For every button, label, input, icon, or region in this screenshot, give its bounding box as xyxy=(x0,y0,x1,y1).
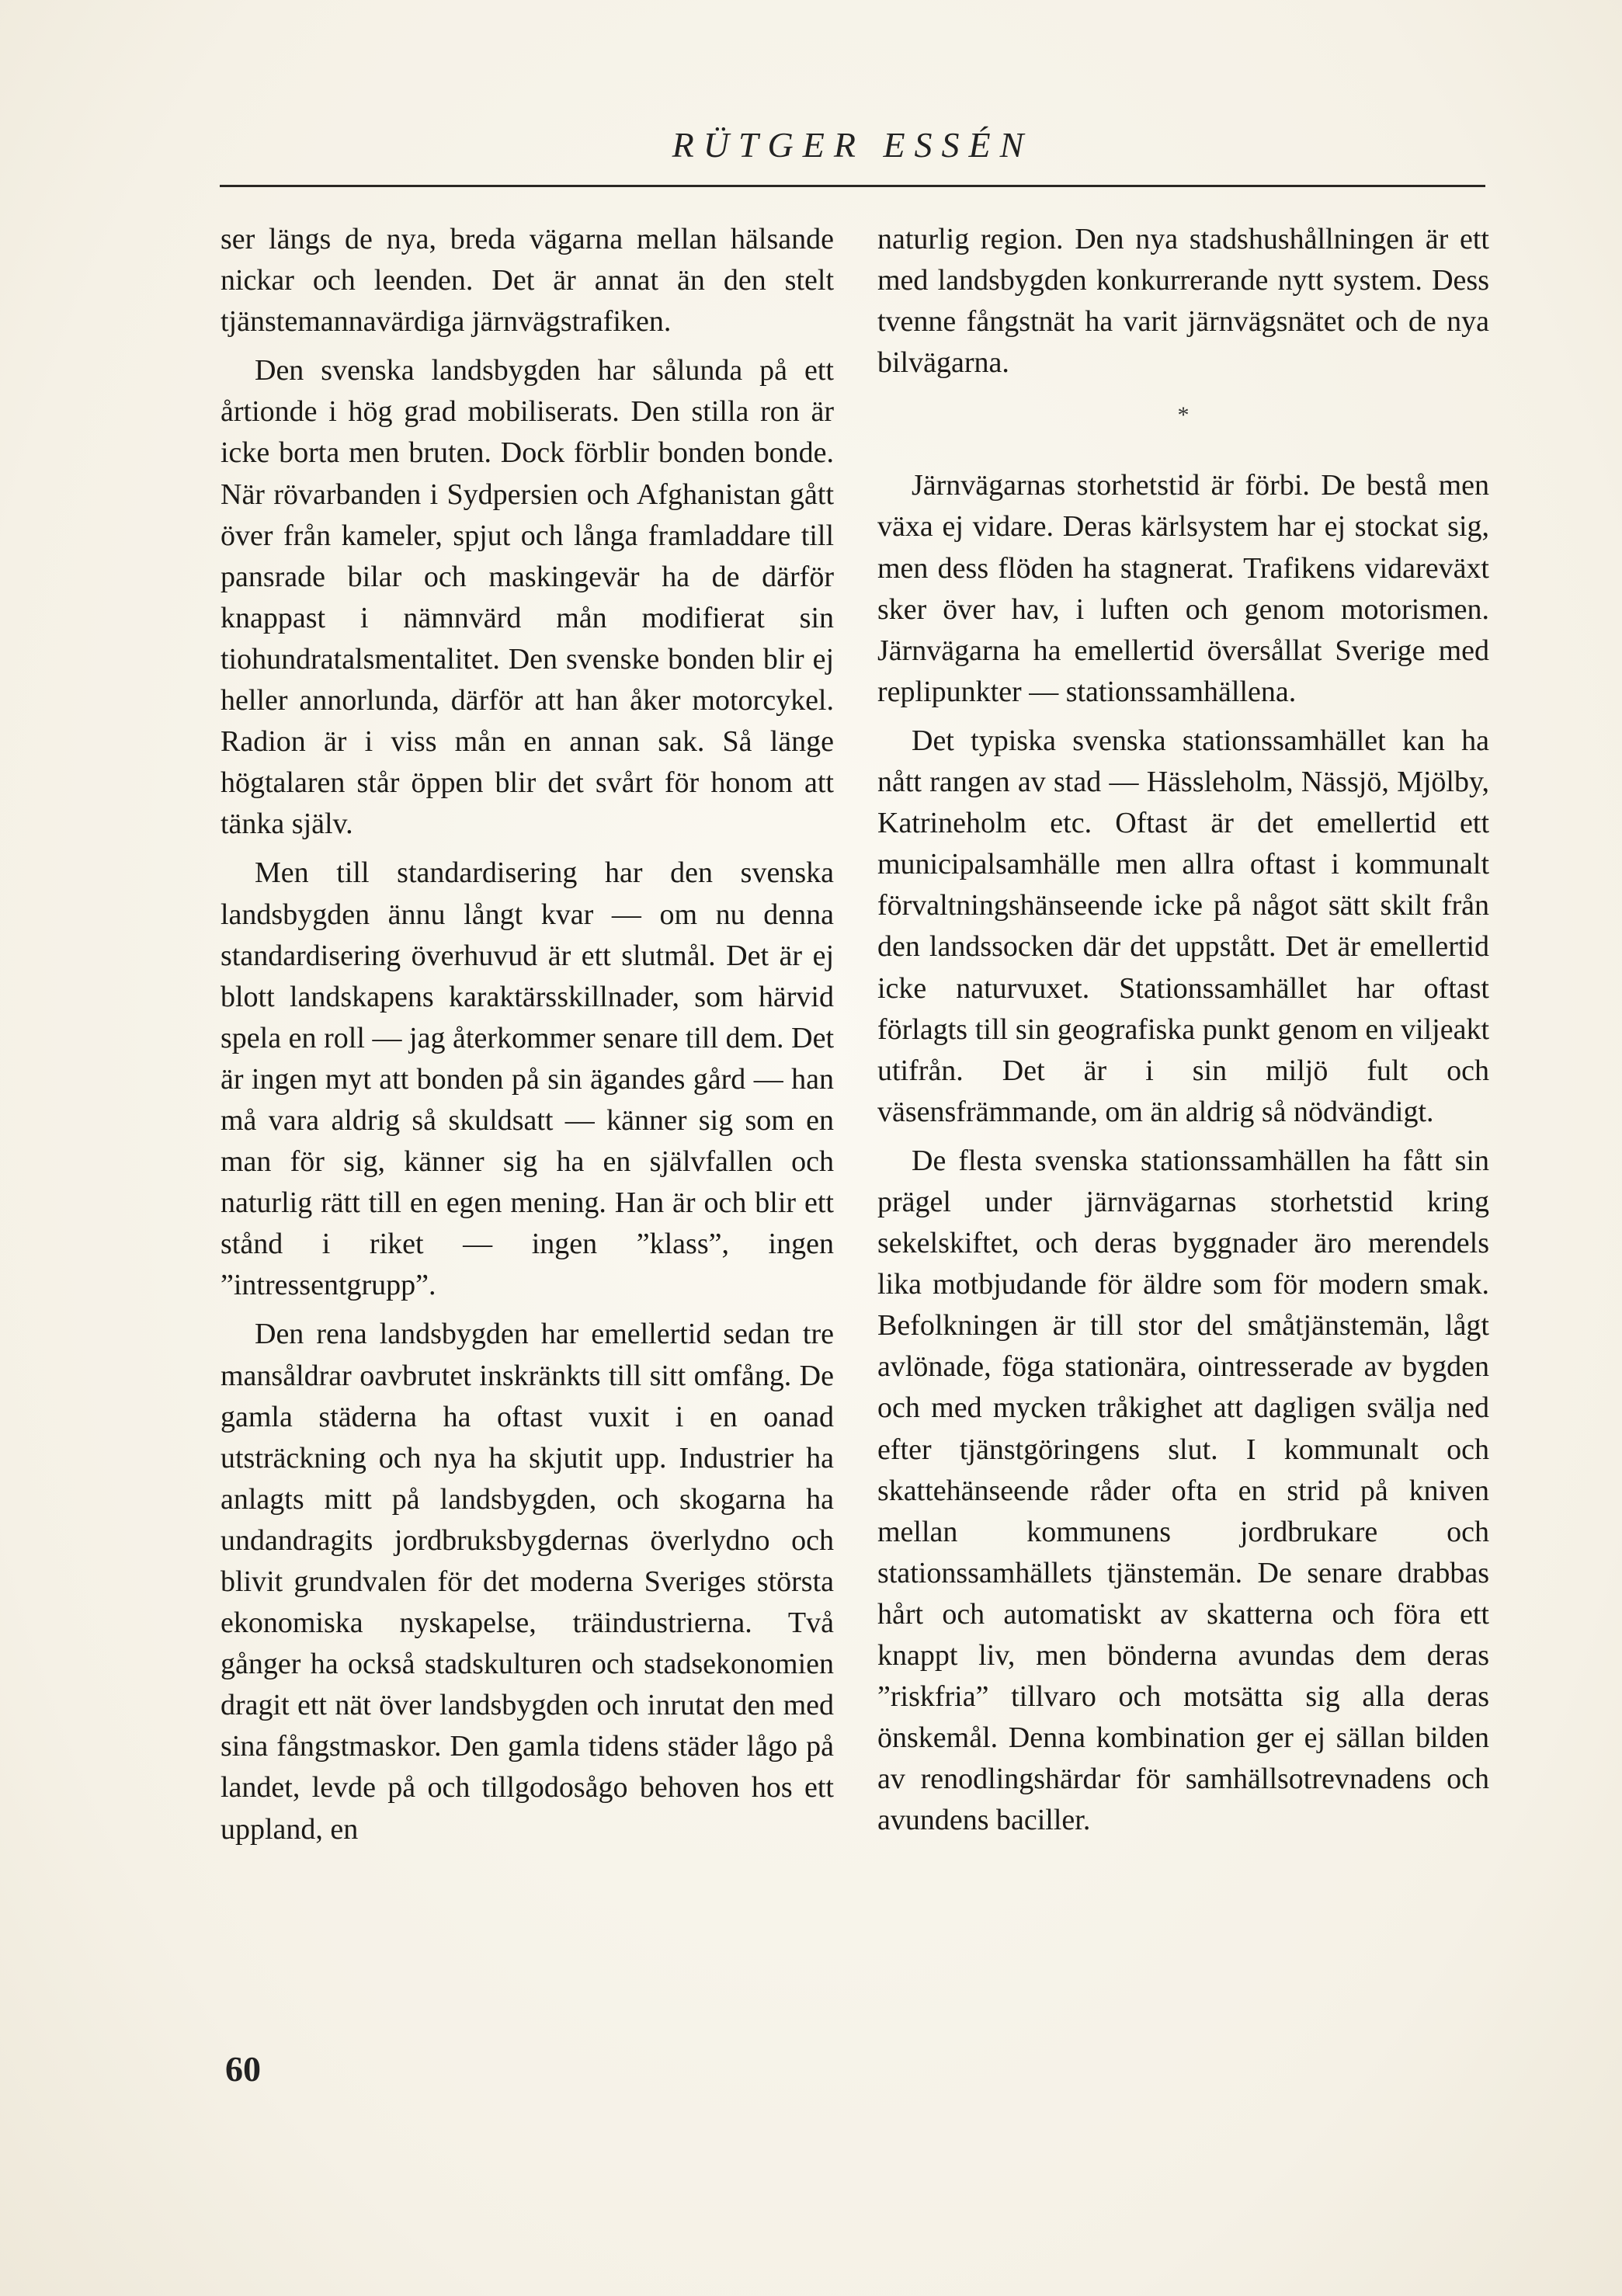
running-title: RÜTGER ESSÉN xyxy=(672,125,1033,165)
page-number: 60 xyxy=(225,2049,261,2089)
paragraph: naturlig region. Den nya stadshushållningen är ett med landsbygden konkurrerande nytt system. Dess tvenne fångstnät ha varit järnvägsnätet och de nya bilvägarna. xyxy=(877,223,1489,380)
paragraph: De flesta svenska stationssamhällen ha fått sin prägel under järnvägarnas storhetstid kring sekelskiftet, och deras byggnader äro merendels lika motbjudande för äldre som för modern smak. Befolkningen är till stor del småtjänstemän, lågt avlönade, föga stationära, ointresserade av bygden och med mycken tråkighet att dagligen svälja ned efter tjänstgöringens slut. I kommunalt och skattehänseende råder ofta en strid på kniven mellan kommunens jordbrukare och stationssamhällets tjänstemän. De senare drabbas hårt och automatiskt av skatterna och föra ett knappt liv, men bönderna avundas dem deras ”riskfria” tillvaro och motsätta sig alla deras önskemål. Denna kombination ger ej sällan bilden av renodlingshärdar för samhällsotrevnadens och avundens baciller. xyxy=(877,1144,1489,1837)
paragraph: Men till standardisering har den svenska landsbygden ännu långt kvar — om nu denna standardisering överhuvud är ett slutmål. Det är ej blott landskapens karaktärsskillnader, som härvid spela en roll — jag återkommer senare till dem. Det är ingen myt att bonden på sin ägandes gård — han må vara aldrig så skuldsatt — känner sig som en man för sig, känner sig ha en självfallen och naturlig rätt till en egen mening. Han är och blir ett stånd i riket — ingen ”klass”, ingen ”intressentgrupp”. xyxy=(221,856,834,1302)
paragraph: Det typiska svenska stationssamhället kan ha nått rangen av stad — Hässleholm, Nässjö, Mjölby, Katrineholm etc. Oftast är det emellertid ett municipalsamhälle men allra oftast i kommunalt förvaltningshänseende icke på något sätt skilt från den landssocken där det uppstått. Det är emellertid icke naturvuxet. Stationssamhället har oftast förlagts till sin geografiska punkt genom en viljeakt utifrån. Det är i sin miljö fult och väsensfrämmande, om än aldrig så nödvändigt. xyxy=(877,724,1489,1128)
right-column xyxy=(877,219,1489,1841)
paragraph: Den rena landsbygden har emellertid sedan tre mansåldrar oavbrutet inskränkts till sitt omfång. De gamla städerna ha oftast vuxit i en oanad utsträckning och nya ha skjutit upp. Industrier ha anlagts mitt på landsbygden, och skogarna ha undandragits jordbruksbygdernas överlydno och blivit grundvalen för det moderna Sveriges största ekonomiska nyskapelse, träindustrierna. Två gånger ha också stadskulturen och stadsekonomien dragit ett nät över landsbygden och inrutat den med sina fångstmaskor. Den gamla tidens städer lågo på landet, levde på och tillgodosågo behoven hos ett uppland, en xyxy=(221,1318,834,1846)
header-rule xyxy=(220,185,1485,187)
paragraph: Den svenska landsbygden har sålunda på ett årtionde i hög grad mobiliserats. Den stilla ron är icke borta men bruten. Dock förblir bonden bonde. När rövarbanden i Sydpersien och Afghanistan gått över från kameler, spjut och långa framladdare till pansrade bilar och maskingevär ha de därför knappast i nämnvärd mån modifierat sin tiohundratalsmentalitet. Den svenske bonden blir ej heller annorlunda, därför att han åker motorcykel. Radion är i viss mån en annan sak. Så länge högtalaren står öppen blir det svårt för honom att tänka själv. xyxy=(221,354,834,841)
paragraph: Järnvägarnas storhetstid är förbi. De bestå men växa ej vidare. Deras kärlsystem har ej stockat sig, men dess flöden ha stagnerat. Trafikens vidareväxt sker över hav, i luften och genom motorismen. Järnvägarna ha emellertid översållat Sverige med replipunkter — stationssamhällena. xyxy=(877,469,1489,708)
left-column xyxy=(221,219,834,1850)
paragraph: ser längs de nya, breda vägarna mellan hälsande nickar och leenden. Det är annat än den stelt tjänstemannavärdiga järnvägstrafiken. xyxy=(221,223,834,339)
section-break: * xyxy=(1177,402,1190,429)
